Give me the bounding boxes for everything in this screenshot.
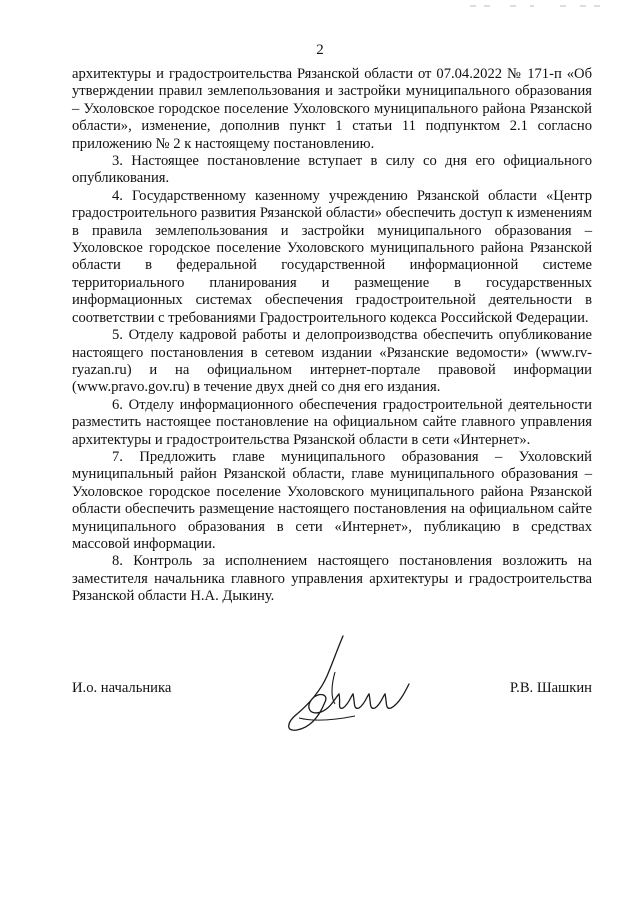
signatory-name: Р.В. Шашкин [509, 680, 592, 696]
paragraph-4: 4. Государственному казенному учреждению Рязанской области «Центр градостроительного развития Рязанской области» обеспечить доступ к изменениям в правила землепользования и застройки муниципального образования – Ухоловское городское поселение Ухоловского муниципального района Рязанской области в федеральной государственной информационной системе территориального планирования и размещение в государственных информационных системах обеспечения градостроительной деятельности в соответствии с требованиями Градостроительного кодекса Российской Федерации. [72, 187, 592, 326]
paragraph-5: 5. Отделу кадровой работы и делопроизводства обеспечить опубликование настоящего постановления в сетевом издании «Рязанские ведомости» (www.rv-ryazan.ru) и на официальном интернет-портале правовой информации (www.pravo.gov.ru) в течение двух дней со дня его издания. [72, 327, 592, 396]
handwritten-signature [275, 632, 425, 747]
page-number: 2 [316, 42, 324, 58]
scan-marks [470, 3, 600, 9]
paragraph-8: 8. Контроль за исполнением настоящего постановления возложить на заместителя начальника главного управления архитектуры и градостроительства Рязанской области Н.А. Дыкину. [72, 553, 592, 605]
document-body [72, 66, 592, 606]
signatory-title: И.о. начальника [72, 680, 172, 696]
paragraph-3: 3. Настоящее постановление вступает в силу со дня его официального опубликования. [72, 153, 592, 187]
paragraph-continuation: архитектуры и градостроительства Рязанской области от 07.04.2022 № 171-п «Об утверждении правил землепользования и застройки муниципального образования – Ухоловское городское поселение Ухоловского муниципального района Рязанской области», изменение, дополнив пункт 1 статьи 11 подпунктом 2.1 согласно приложению № 2 к настоящему постановлению. [72, 66, 592, 152]
paragraph-6: 6. Отделу информационного обеспечения градостроительной деятельности разместить настоящее постановление на официальном сайте главного управления архитектуры и градостроительства Рязанской области в сети «Интернет». [72, 396, 592, 448]
paragraph-7: 7. Предложить главе муниципального образования – Ухоловский муниципальный район Рязанской области, главе муниципального образования – Ухоловское городское поселение Ухоловского муниципального района Рязанской области обеспечить размещение настоящего постановления на официальном сайте муниципального образования в сети «Интернет», публикацию в средствах массовой информации. [72, 448, 592, 552]
